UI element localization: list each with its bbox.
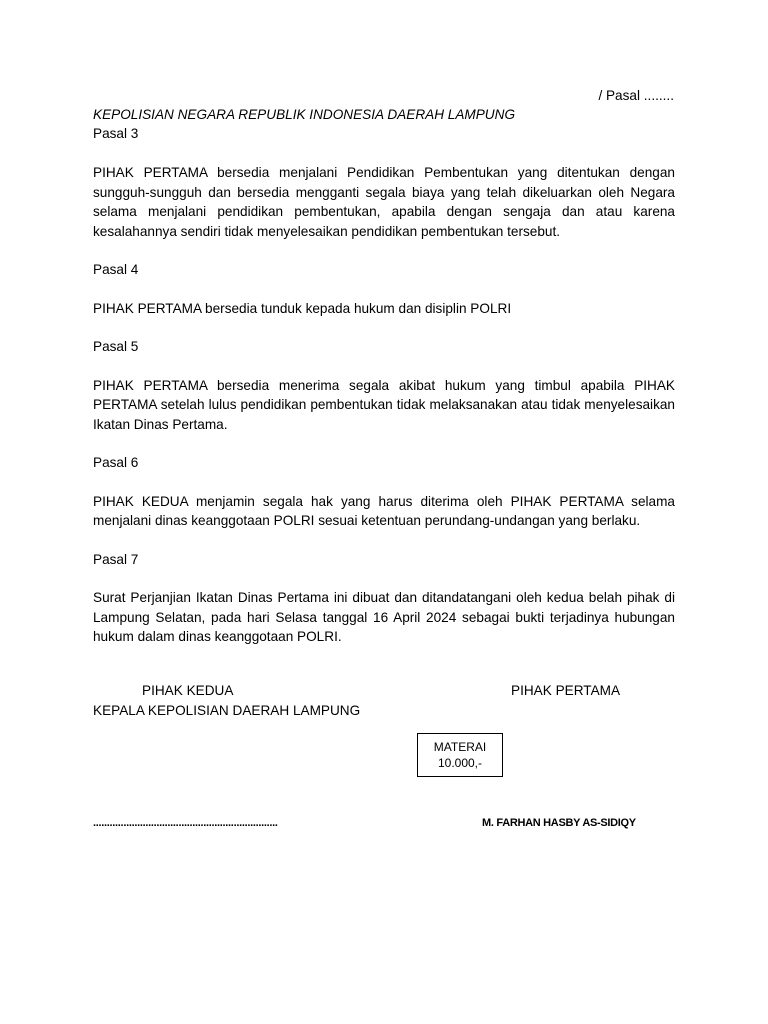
institution-title: KEPOLISIAN NEGARA REPUBLIK INDONESIA DAERAH LAMPUNG [93, 107, 516, 122]
stamp-duty-box [417, 733, 503, 777]
pasal-heading: Pasal 7 [93, 551, 139, 567]
stamp-label: MATERAI [433, 740, 487, 754]
second-party-position: KEPALA KEPOLISIAN DAERAH LAMPUNG [93, 703, 361, 718]
pasal-heading: Pasal 3 [93, 126, 139, 141]
reference-number: / Pasal ........ [598, 88, 674, 103]
first-party-name: M. FARHAN HASBY AS-SIDIQY [482, 817, 636, 829]
second-party-signature-line: ................................................................... [93, 817, 278, 829]
paragraph: PIHAK PERTAMA bersedia menerima segala akibat hukum yang timbul apabila PIHAK PERTAMA setelah lulus pendidikan pembentukan tidak melaksanakan atau tidak menyelesaikan Ikatan Dinas Pertama. [93, 377, 675, 432]
paragraph: Surat Perjanjian Ikatan Dinas Pertama ini dibuat dan ditandatangani oleh kedua belah pihak di Lampung Selatan, pada hari Selasa tanggal 16 April 2024 sebagai bukti terjadinya hubungan hukum dalam dinas keanggotaan POLRI. [93, 590, 675, 644]
pasal-heading: Pasal 6 [93, 455, 139, 470]
pasal-heading: Pasal 5 [93, 339, 139, 354]
first-party-title: PIHAK PERTAMA [511, 683, 621, 698]
paragraph: PIHAK PERTAMA bersedia tunduk kepada hukum dan disiplin POLRI [93, 300, 512, 316]
pasal-heading: Pasal 4 [93, 262, 139, 277]
paragraph: PIHAK KEDUA menjamin segala hak yang harus diterima oleh PIHAK PERTAMA selama menjalani dinas keanggotaan POLRI sesuai ketentuan perundang-undangan yang berlaku. [93, 493, 675, 528]
stamp-amount: 10.000,- [437, 756, 483, 770]
second-party-title: PIHAK KEDUA [142, 683, 234, 698]
document-body [93, 163, 675, 666]
paragraph: PIHAK PERTAMA bersedia menjalani Pendidikan Pembentukan yang ditentukan dengan sungguh-sungguh dan bersedia mengganti segala biaya yang telah dikeluarkan oleh Negara selama menjalani pendidikan pembentukan, apabila dengan sengaja dan atau karena kesalahannya sendiri tidak menyelesaikan pendidikan pembentukan tersebut. [93, 165, 675, 239]
